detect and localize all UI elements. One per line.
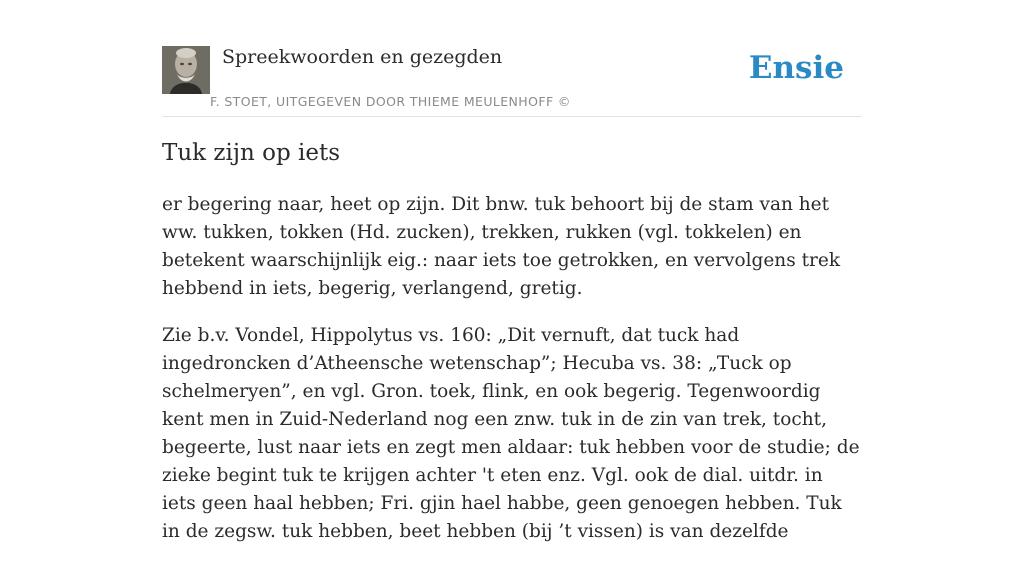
source-credit: F. STOET, UITGEGEVEN DOOR THIEME MEULENHOFF © xyxy=(210,94,571,109)
source-header xyxy=(162,46,862,117)
entry-body xyxy=(162,191,862,565)
author-portrait-icon[interactable] xyxy=(162,46,210,94)
entry-paragraph: Zie b.v. Vondel, Hippolytus vs. 160: „Dit vernuft, dat tuck had ingedroncken d’Atheensche wetenschap”; Hecuba vs. 38: „Tuck op schelmeryen”, en vgl. Gron. toek, flink, en ook begerig. Tegenwoordig kent men in Zuid-Nederland nog een znw. tuk in de zin van trek, tocht, begeerte, lust naar iets en zegt men aldaar: tuk hebben voor de studie; de zieke begint tuk te krijgen achter 't eten enz. Vgl. ook de dial. uitdr. in iets geen haal hebben; Fri. gjin hael habbe, geen genoegen hebben. Tuk in de zegsw. tuk hebben, beet hebben (bij ’t vissen) is van dezelfde xyxy=(162,325,860,542)
entry-title: Tuk zijn op iets xyxy=(162,140,341,166)
ensie-logo[interactable]: Ensie xyxy=(748,50,844,86)
source-title[interactable]: Spreekwoorden en gezegden xyxy=(222,46,503,68)
entry-paragraph: er begering naar, heet op zijn. Dit bnw. tuk behoort bij de stam van het ww. tukken, tokken (Hd. zucken), trekken, rukken (vgl. tokkelen) en betekent waarschijnlijk eig.: naar iets toe getrokken, en vervolgens trek hebbend in iets, begerig, verlangend, gretig. xyxy=(162,194,841,299)
